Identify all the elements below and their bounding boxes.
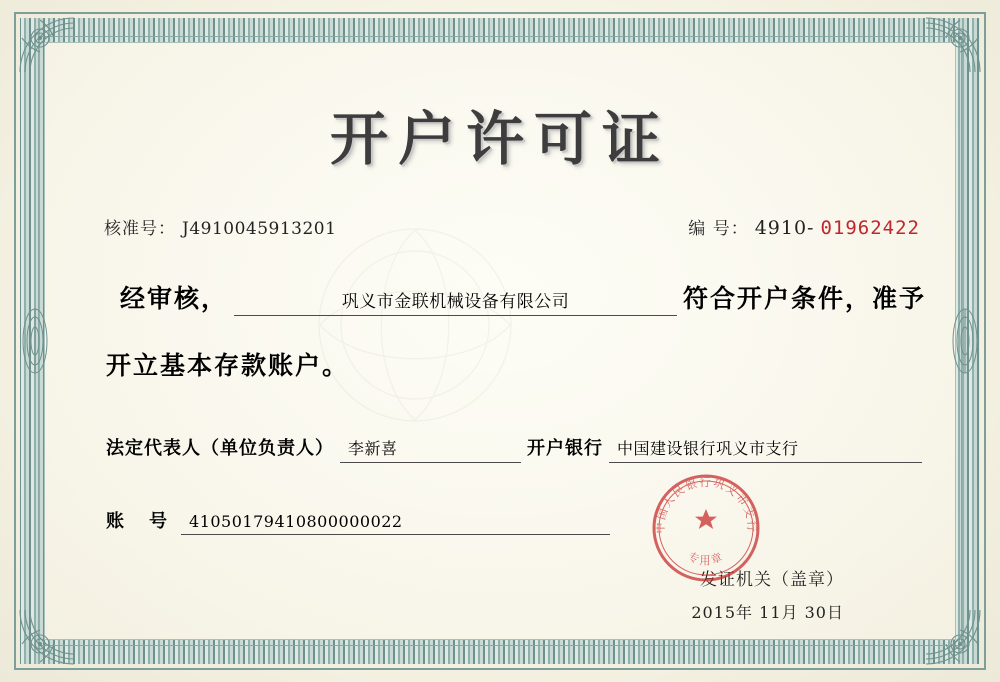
approval-number-value: J4910045913201 (182, 219, 337, 239)
issue-day: 30 (804, 603, 827, 622)
issue-day-unit: 日 (826, 603, 844, 622)
body-lead-text: 经审核， (120, 285, 229, 313)
document-content (60, 56, 940, 626)
body-middle-text: 符合开户条件，准予 (682, 285, 926, 313)
issuer-label: 发证机关（盖章） (700, 570, 844, 590)
serial-number-prefix: 4910- (754, 217, 815, 239)
issue-month: 11 (759, 603, 782, 622)
approval-serial-row (60, 214, 940, 239)
serial-number-value: 01962422 (820, 217, 920, 239)
bank-label: 开户银行 (527, 438, 603, 458)
serial-number-group (688, 214, 920, 239)
bank-value: 中国建设银行巩义市支行 (609, 436, 922, 463)
serial-number-label: 编 号： (688, 219, 749, 239)
approval-number-group (104, 214, 336, 239)
issue-date (60, 600, 844, 623)
body-line-1 (60, 279, 940, 316)
issue-year: 2015 (691, 603, 737, 622)
approval-number-label: 核准号： (104, 219, 176, 239)
account-row (60, 507, 940, 535)
body-line-2: 开立基本存款账户。 (106, 352, 350, 380)
account-label: 账 号 (106, 511, 178, 531)
representative-value: 李新喜 (340, 436, 521, 463)
account-value: 41050179410800000022 (181, 512, 610, 535)
svg-text:专用章: 专用章 (686, 550, 726, 567)
issue-year-unit: 年 (736, 603, 754, 622)
company-name-value: 巩义市金联机械设备有限公司 (234, 287, 677, 316)
representative-label: 法定代表人（单位负责人） (106, 438, 334, 458)
issuer-block (60, 565, 940, 623)
issue-month-unit: 月 (781, 603, 799, 622)
representative-bank-row (60, 434, 940, 463)
page-title: 开户许可证 (329, 105, 670, 173)
svg-text:中国人民银行巩义市支行: 中国人民银行巩义市支行 (653, 476, 759, 534)
